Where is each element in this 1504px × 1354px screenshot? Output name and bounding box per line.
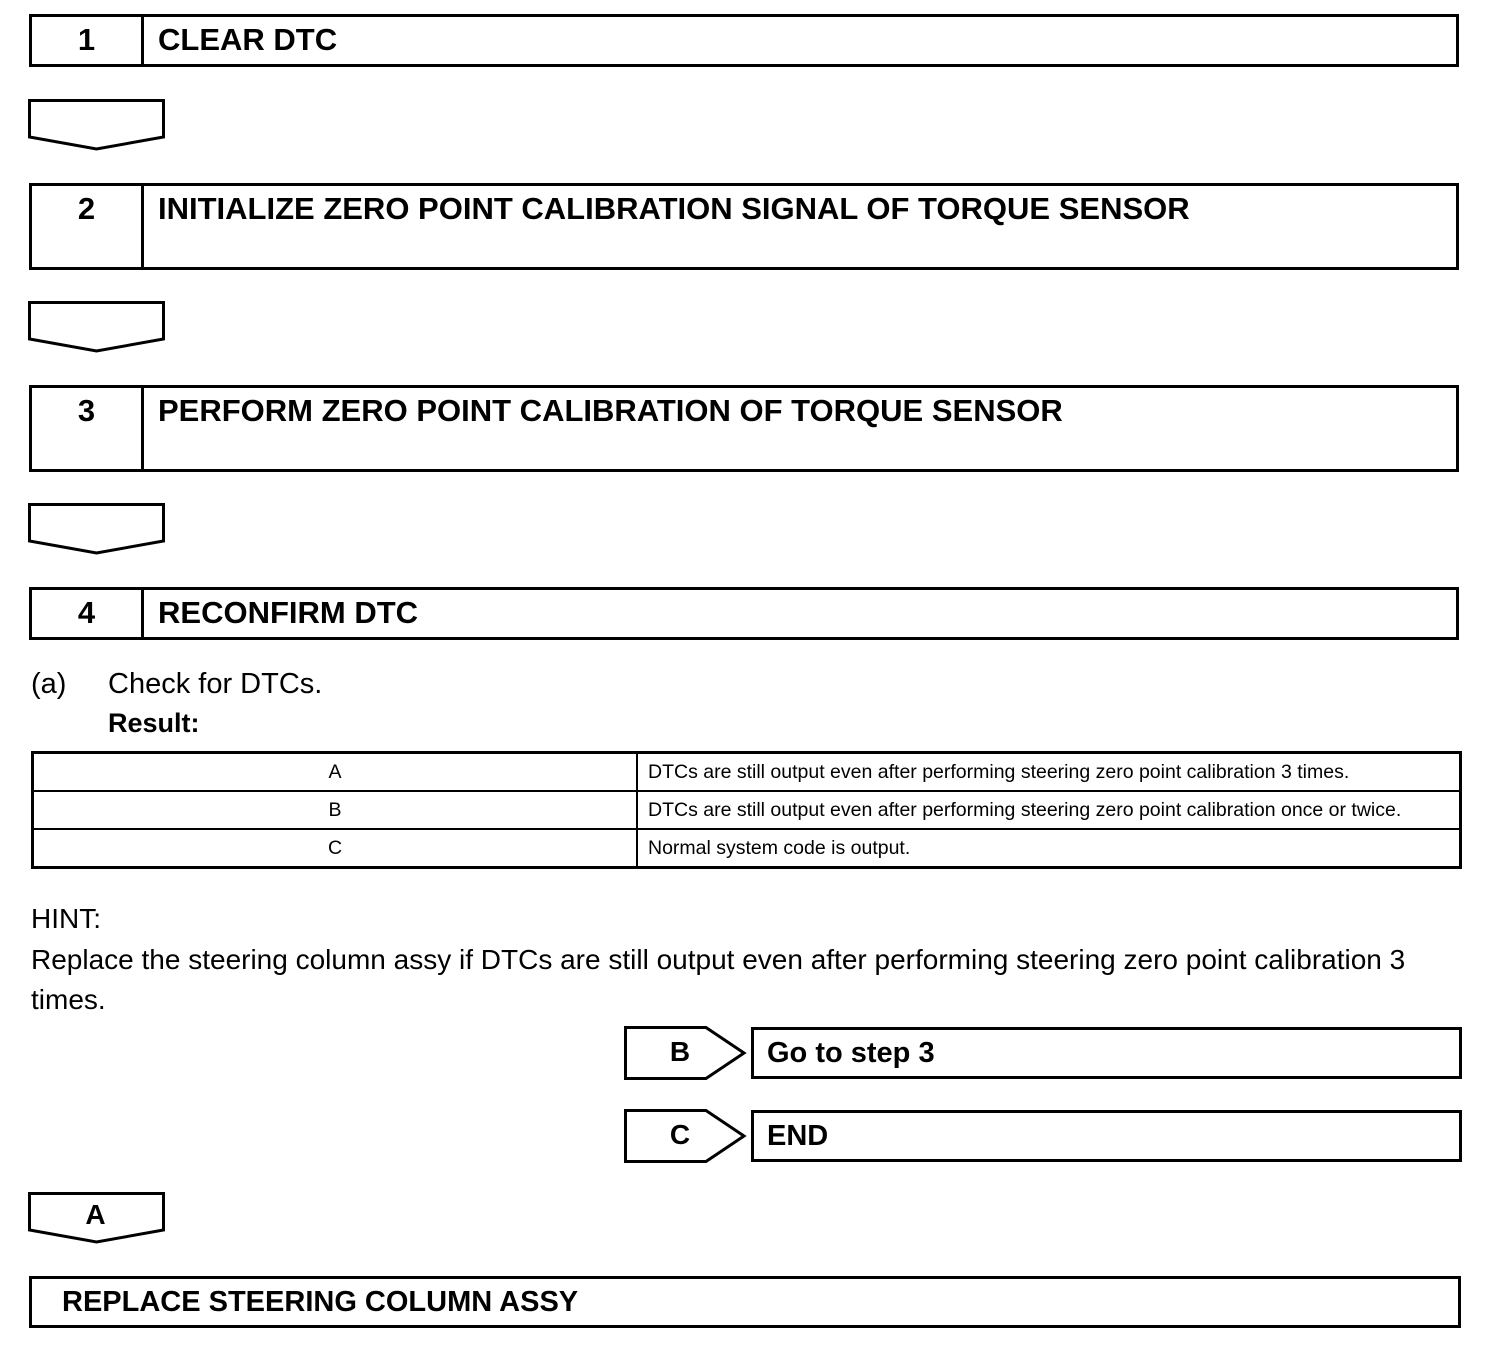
result-key: C: [33, 829, 638, 868]
hint-label: HINT:: [31, 903, 101, 934]
branch-b-arrow: [624, 1026, 748, 1080]
branch-c-arrow: [624, 1109, 748, 1163]
table-row: [33, 829, 1461, 868]
table-row: [33, 753, 1461, 792]
down-arrow-icon: [28, 301, 165, 353]
step-number: 2: [32, 186, 144, 267]
result-key: B: [33, 791, 638, 829]
hint-text: Replace the steering column assy if DTCs are still output even after performing steering zero point calibration 3 times.: [31, 944, 1406, 1015]
branch-key: C: [669, 1119, 691, 1150]
result-text: Normal system code is output.: [637, 829, 1461, 868]
step-number: 1: [32, 17, 144, 64]
result-key: A: [33, 753, 638, 792]
result-text: DTCs are still output even after performing steering zero point calibration once or twice.: [637, 791, 1461, 829]
result-label: Result:: [108, 708, 200, 738]
step-1-box: [29, 14, 1459, 67]
result-table: [31, 751, 1462, 869]
branch-c-action: END: [751, 1110, 1462, 1162]
branch-a-down-arrow: [28, 1192, 165, 1244]
down-arrow-icon: [28, 99, 165, 151]
branch-key: A: [85, 1199, 106, 1230]
step-title: RECONFIRM DTC: [158, 595, 419, 630]
step-title: PERFORM ZERO POINT CALIBRATION OF TORQUE SENSOR: [158, 393, 1063, 428]
branch-b-action: Go to step 3: [751, 1027, 1462, 1079]
step-4-box: [29, 587, 1459, 640]
result-text: DTCs are still output even after performing steering zero point calibration 3 times.: [637, 753, 1461, 792]
step-3-box: [29, 385, 1459, 472]
step-title: INITIALIZE ZERO POINT CALIBRATION SIGNAL OF TORQUE SENSOR: [158, 191, 1190, 226]
final-action-box: REPLACE STEERING COLUMN ASSY: [29, 1276, 1461, 1328]
step-number: 4: [32, 590, 144, 637]
step-2-box: [29, 183, 1459, 270]
table-row: [33, 791, 1461, 829]
substep-label: (a): [31, 668, 67, 700]
step-number: 3: [32, 388, 144, 469]
step-title: CLEAR DTC: [158, 22, 338, 57]
down-arrow-icon: [28, 503, 165, 555]
branch-key: B: [669, 1036, 691, 1067]
substep-text: Check for DTCs.: [108, 668, 323, 700]
